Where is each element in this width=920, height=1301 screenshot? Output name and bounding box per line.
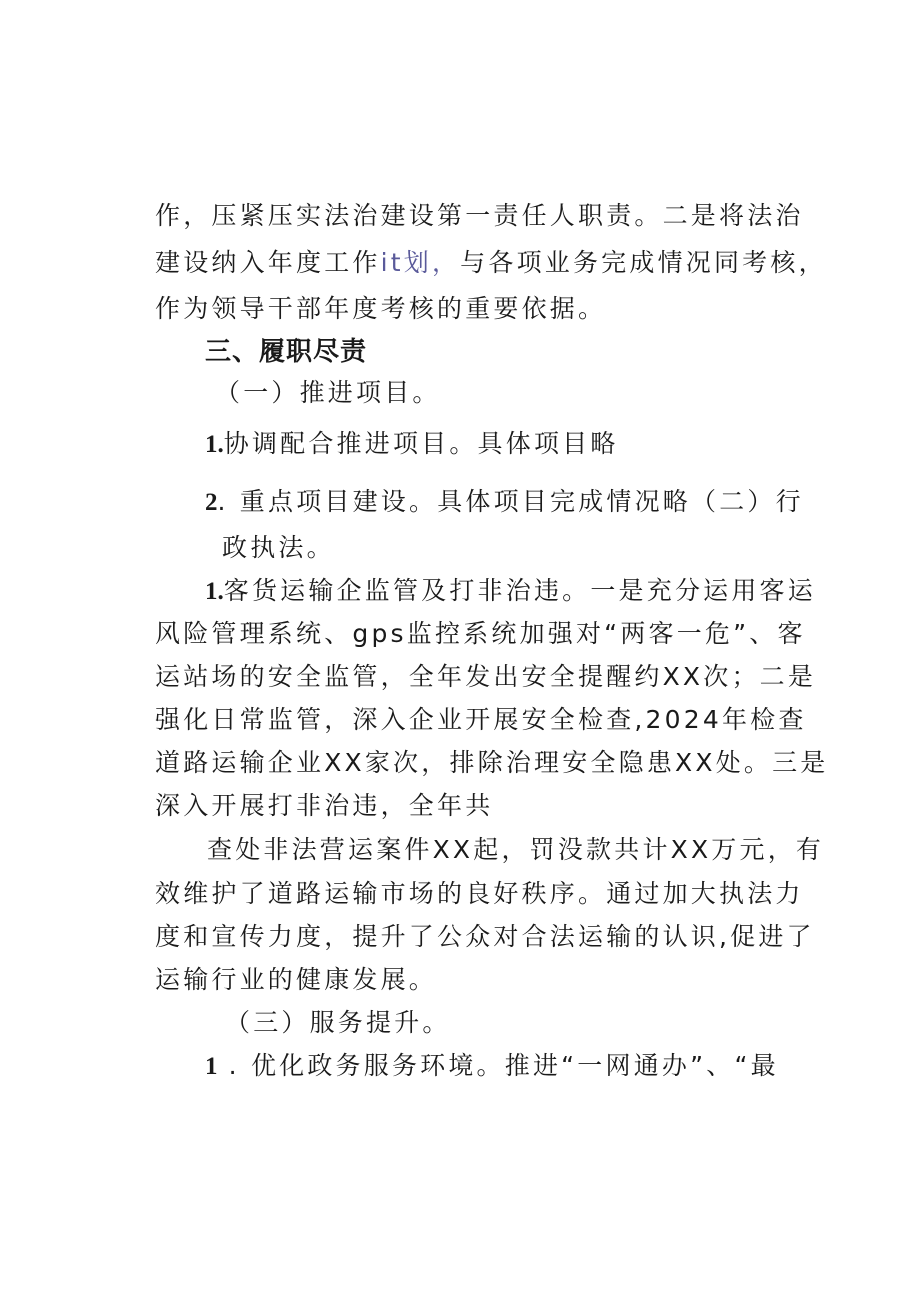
list-item <box>205 1050 779 1083</box>
paragraph-line: 风险管理系统、gps监控系统加强对“两客一危”、客 <box>155 619 806 648</box>
paragraph-line: 运输行业的健康发展。 <box>155 965 438 994</box>
list-item <box>205 486 804 519</box>
paragraph-line <box>205 575 816 608</box>
paragraph-line: 强化日常监管，深入企业开展安全检查,2024年检查 <box>155 705 807 734</box>
paragraph-line: 度和宣传力度，提升了公众对合法运输的认识,促进了 <box>155 922 815 951</box>
item-text: 客货运输企监管及打非治违。一是充分运用客运 <box>223 576 816 605</box>
paragraph-line: 查处非法营运案件XX起，罚没款共计XX万元，有 <box>207 835 825 864</box>
item-number: 1 <box>205 1053 218 1080</box>
paragraph-line: 深入开展打非治违，全年共 <box>155 791 494 820</box>
list-item <box>205 428 619 461</box>
paragraph-text: 与各项业务完成情况同考核， <box>460 248 827 277</box>
paragraph-text: 建设纳入年度工作 <box>155 248 381 277</box>
subsection-heading: （一）推进项目。 <box>215 378 441 407</box>
section-heading: 三、履职尽责 <box>205 337 368 367</box>
paragraph-line: 效维护了道路运输市场的良好秩序。通过加大执法力 <box>155 879 804 908</box>
paragraph-line: 运站场的安全监管，全年发出安全提醒约XX次；二是 <box>155 662 817 691</box>
item-text: . 优化政务服务环境。推进“一网通办”、“最 <box>217 1051 779 1080</box>
item-text: . 重点项目建设。具体项目完成情况略（二）行 <box>217 487 804 516</box>
paragraph-line: 作为领导干部年度考核的重要依据。 <box>155 294 607 323</box>
item-number: 1. <box>205 578 224 605</box>
item-number: 2 <box>205 489 218 516</box>
paragraph-line <box>155 247 827 279</box>
list-item-continuation: 政执法。 <box>222 533 335 562</box>
hyperlink-text[interactable]: it划， <box>380 248 461 277</box>
paragraph-line: 作，压紧压实法治建设第一责任人职责。二是将法治 <box>155 201 804 230</box>
item-number: 1. <box>205 431 224 458</box>
paragraph-line: 道路运输企业XX家次，排除治理安全隐患XX处。三是 <box>155 748 829 777</box>
subsection-heading: （三）服务提升。 <box>225 1008 451 1037</box>
item-text: 协调配合推进项目。具体项目略 <box>223 429 619 458</box>
